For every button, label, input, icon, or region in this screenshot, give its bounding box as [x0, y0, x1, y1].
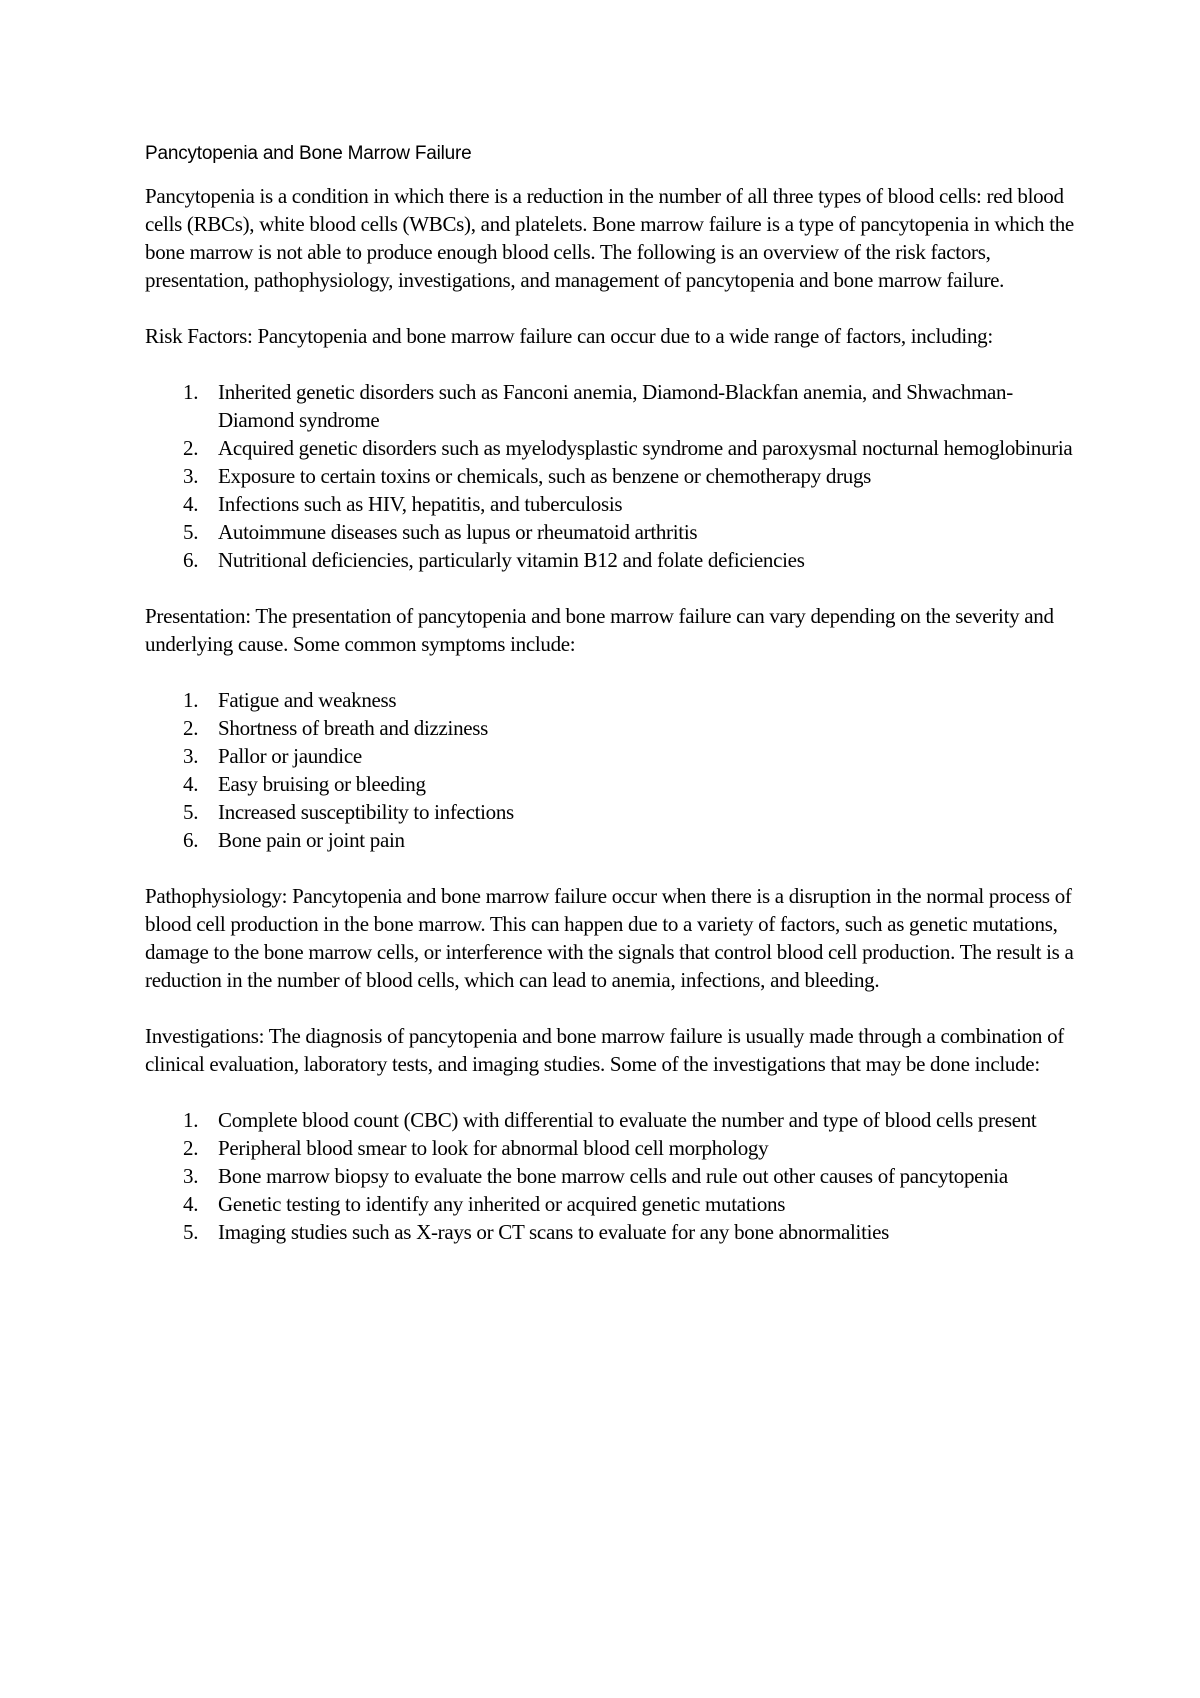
- investigations-list: [145, 1106, 1080, 1246]
- list-number: 3.: [183, 744, 199, 768]
- list-number: 3.: [183, 1164, 199, 1188]
- list-item: [145, 798, 1080, 826]
- list-item-text: Bone marrow biopsy to evaluate the bone marrow cells and rule out other causes of pancytopenia: [218, 1164, 1008, 1188]
- list-item-text: Peripheral blood smear to look for abnormal blood cell morphology: [218, 1136, 769, 1160]
- list-number: 6.: [183, 548, 199, 572]
- list-number: 2.: [183, 716, 199, 740]
- list-item: [145, 1190, 1080, 1218]
- pathophysiology-paragraph: Pathophysiology: Pancytopenia and bone marrow failure occur when there is a disruption in the normal process of blood cell production in the bone marrow. This can happen due to a variety of factors, such as genetic mutations, damage to the bone marrow cells, or interference with the signals that control blood cell production. The result is a reduction in the number of blood cells, which can lead to anemia, infections, and bleeding.: [145, 884, 1074, 992]
- list-number: 3.: [183, 464, 199, 488]
- list-item: [145, 714, 1080, 742]
- list-item-text: Complete blood count (CBC) with differential to evaluate the number and type of blood cells present: [218, 1108, 1037, 1132]
- list-number: 4.: [183, 1192, 199, 1216]
- list-item-text: Pallor or jaundice: [218, 744, 362, 768]
- list-number: 2.: [183, 1136, 199, 1160]
- document-title: Pancytopenia and Bone Marrow Failure: [145, 143, 472, 164]
- list-item: [145, 378, 1080, 434]
- list-item: [145, 1106, 1080, 1134]
- risk-factors-paragraph: Risk Factors: Pancytopenia and bone marrow failure can occur due to a wide range of factors, including:: [145, 324, 993, 348]
- list-item-text: Infections such as HIV, hepatitis, and tuberculosis: [218, 492, 623, 516]
- list-item: [145, 462, 1080, 490]
- list-item-text: Bone pain or joint pain: [218, 828, 405, 852]
- list-item: [145, 1218, 1080, 1246]
- list-number: 1.: [183, 380, 199, 404]
- list-item-text: Imaging studies such as X-rays or CT scans to evaluate for any bone abnormalities: [218, 1220, 890, 1244]
- list-number: 5.: [183, 1220, 199, 1244]
- risk-factors-list: [145, 378, 1080, 574]
- list-number: 5.: [183, 800, 199, 824]
- list-number: 2.: [183, 436, 199, 460]
- list-item-text: Genetic testing to identify any inherited or acquired genetic mutations: [218, 1192, 786, 1216]
- list-item-text: Increased susceptibility to infections: [218, 800, 514, 824]
- list-item: [145, 686, 1080, 714]
- list-item-text: Fatigue and weakness: [218, 688, 397, 712]
- list-number: 1.: [183, 688, 199, 712]
- list-item: [145, 770, 1080, 798]
- list-item: [145, 1162, 1080, 1190]
- list-item-text: Shortness of breath and dizziness: [218, 716, 489, 740]
- list-item-text: Easy bruising or bleeding: [218, 772, 426, 796]
- list-item: [145, 490, 1080, 518]
- list-item-text: Inherited genetic disorders such as Fanconi anemia, Diamond-Blackfan anemia, and Shwachman-Diamond syndrome: [218, 380, 1013, 432]
- list-item: [145, 742, 1080, 770]
- list-item-text: Acquired genetic disorders such as myelodysplastic syndrome and paroxysmal nocturnal hemoglobinuria: [218, 436, 1073, 460]
- presentation-paragraph: Presentation: The presentation of pancytopenia and bone marrow failure can vary depending on the severity and underlying cause. Some common symptoms include:: [145, 604, 1054, 656]
- list-item: [145, 546, 1080, 574]
- list-item: [145, 1134, 1080, 1162]
- list-number: 5.: [183, 520, 199, 544]
- list-number: 1.: [183, 1108, 199, 1132]
- list-number: 6.: [183, 828, 199, 852]
- list-number: 4.: [183, 772, 199, 796]
- document-page: [145, 140, 1080, 1274]
- list-item-text: Nutritional deficiencies, particularly vitamin B12 and folate deficiencies: [218, 548, 805, 572]
- list-item: [145, 826, 1080, 854]
- list-number: 4.: [183, 492, 199, 516]
- list-item: [145, 518, 1080, 546]
- list-item-text: Exposure to certain toxins or chemicals, such as benzene or chemotherapy drugs: [218, 464, 872, 488]
- list-item: [145, 434, 1080, 462]
- list-item-text: Autoimmune diseases such as lupus or rheumatoid arthritis: [218, 520, 698, 544]
- investigations-paragraph: Investigations: The diagnosis of pancytopenia and bone marrow failure is usually made through a combination of clinical evaluation, laboratory tests, and imaging studies. Some of the investigations that may be done include:: [145, 1024, 1064, 1076]
- intro-paragraph: Pancytopenia is a condition in which there is a reduction in the number of all three types of blood cells: red blood cells (RBCs), white blood cells (WBCs), and platelets. Bone marrow failure is a type of pancytopenia in which the bone marrow is not able to produce enough blood cells. The following is an overview of the risk factors, presentation, pathophysiology, investigations, and management of pancytopenia and bone marrow failure.: [145, 184, 1074, 292]
- presentation-list: [145, 686, 1080, 854]
